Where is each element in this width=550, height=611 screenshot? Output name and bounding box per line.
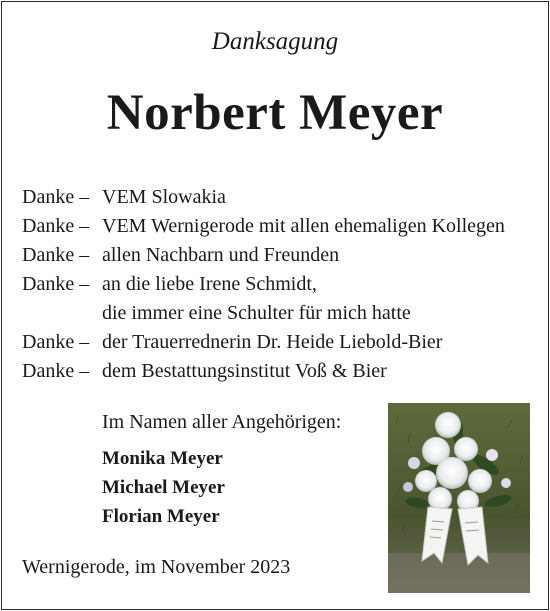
thanks-lead: Danke – [22,331,90,353]
thanks-lead: Danke – [22,244,90,266]
thanks-line [22,270,505,299]
thanks-list [22,183,505,386]
signer-name: Michael Meyer [102,477,225,498]
names-intro: Im Namen aller Angehörigen: [102,411,342,433]
thanks-text: dem Bestattungsinstitut Voß & Bier [102,360,387,382]
thanks-line [22,357,505,386]
thanks-line [22,241,505,270]
thanks-lead: Danke – [22,186,90,208]
thanks-line [22,212,505,241]
thanks-text: der Trauerrednerin Dr. Heide Liebold-Bier [102,331,443,353]
thanks-lead [22,299,102,328]
thanks-text: VEM Slowakia [102,186,226,208]
thanks-text: die immer eine Schulter für mich hatte [102,302,411,324]
thanks-text: allen Nachbarn und Freunden [102,244,340,266]
thanks-line [22,299,505,328]
flower-wreath-icon [388,403,530,593]
thanks-lead: Danke – [22,360,90,382]
signer-name: Florian Meyer [102,506,220,527]
thanks-text: an die liebe Irene Schmidt, [102,273,317,295]
flower-wreath-photo [388,403,530,593]
thanks-lead: Danke – [22,273,90,295]
thanks-line [22,183,505,212]
thanks-lead: Danke – [22,215,90,237]
place-date: Wernigerode, im November 2023 [22,556,291,578]
deceased-name: Norbert Meyer [106,85,444,141]
thanks-line [22,328,505,357]
thanks-text: VEM Wernigerode mit allen ehemaligen Kollegen [102,215,505,237]
signer-name: Monika Meyer [102,448,223,469]
notice-heading: Danksagung [211,28,339,55]
